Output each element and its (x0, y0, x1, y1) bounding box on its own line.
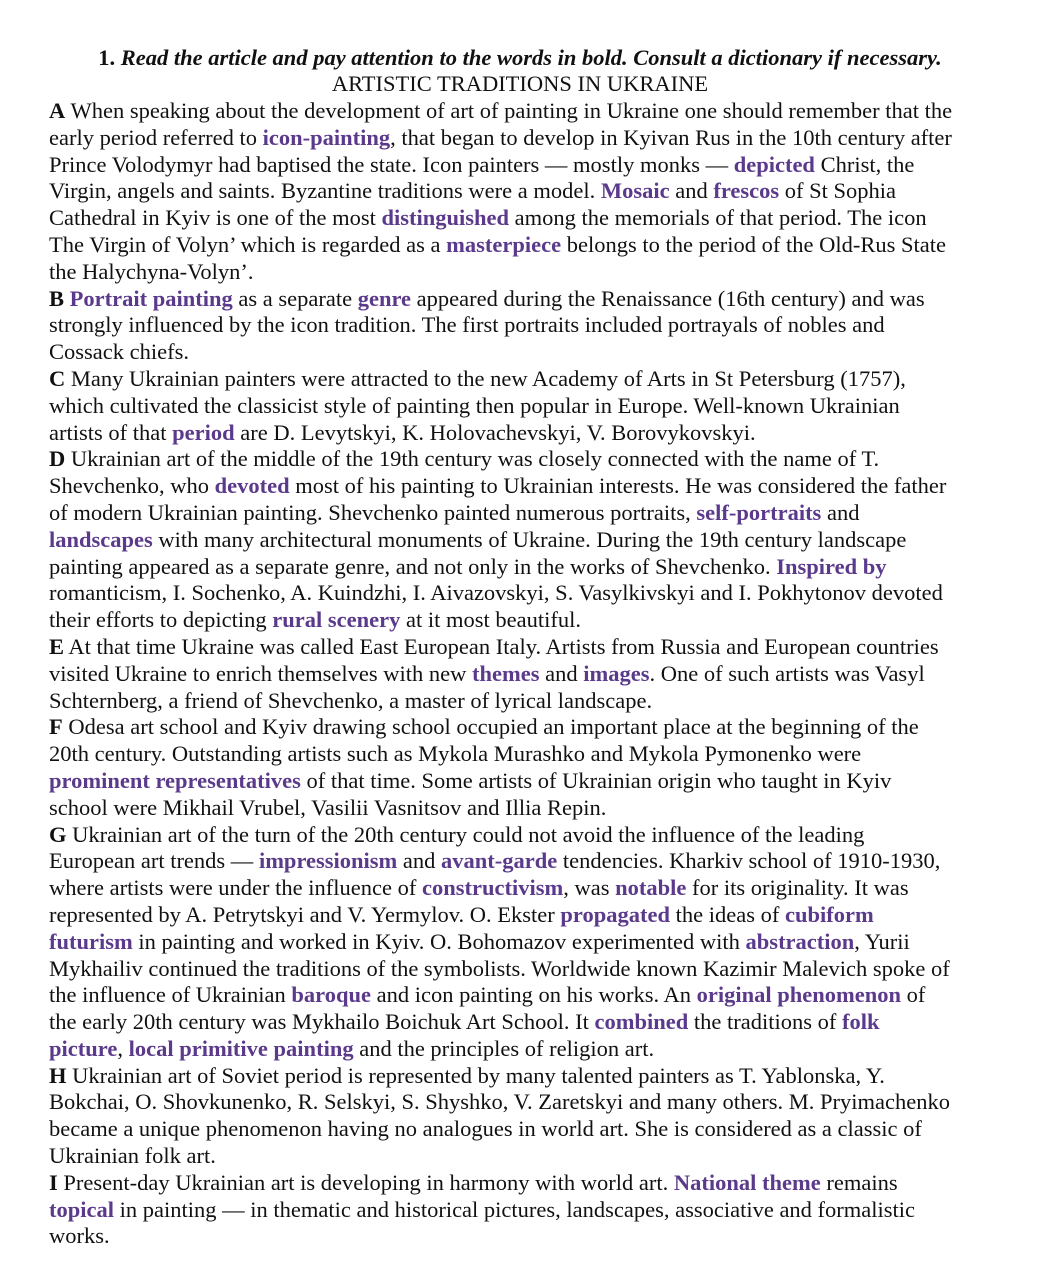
bold-keyword: constructivism (421, 875, 564, 901)
text-line (49, 1036, 1029, 1063)
bold-keyword: picture (49, 1035, 118, 1061)
text-segment: Prince Volodymyr had baptised the state. Icon painters — mostly monks — (49, 151, 734, 177)
text-segment: strongly influenced by the icon tradition. The first portraits included portrayals of nobles and (49, 312, 885, 338)
text-line (49, 286, 1029, 313)
text-line (49, 688, 1029, 715)
bold-keyword: masterpiece (446, 231, 562, 257)
text-segment: of modern Ukrainian painting. Shevchenko painted numerous portraits, (49, 499, 697, 525)
bold-keyword: impressionism (258, 848, 398, 874)
section-letter: A (49, 98, 66, 123)
text-segment: and (397, 848, 442, 874)
bold-keyword: baroque (291, 982, 372, 1008)
text-line (49, 768, 1029, 795)
text-segment: are D. Levytskyi, K. Holovachevskyi, V. Borovykovskyi. (234, 419, 756, 445)
text-segment: as a separate (232, 285, 358, 311)
text-segment: artists of that (49, 419, 173, 445)
text-line (49, 1170, 1029, 1197)
text-segment: of (901, 982, 926, 1008)
text-segment: Many Ukrainian painters were attracted to the new Academy of Arts in St Petersburg (1757), (65, 365, 906, 391)
text-segment: Bokchai, O. Shovkunenko, R. Selskyi, S. Shyshko, V. Zaretskyi and many others. M. Pryimachenko (49, 1089, 950, 1115)
text-line (49, 473, 1029, 500)
bold-keyword: rural scenery (272, 607, 401, 633)
text-segment: and (669, 178, 714, 204)
text-segment: school were Mikhail Vrubel, Vasilii Vasnitsov and Illia Repin. (49, 794, 607, 820)
bold-keyword: propagated (560, 901, 671, 927)
text-segment: most of his painting to Ukrainian interests. He was considered the father (289, 473, 947, 499)
text-segment: Christ, the (814, 151, 915, 177)
text-line (49, 312, 1029, 339)
text-line (49, 902, 1029, 929)
bold-keyword: icon-painting (262, 124, 391, 150)
text-segment: At that time Ukraine was called East European Italy. Artists from Russia and European countries (64, 633, 939, 659)
bold-keyword: folk (842, 1009, 880, 1035)
exercise-number: 1. (98, 45, 116, 70)
text-segment: visited Ukraine to enrich themselves with new (49, 660, 473, 686)
text-segment: appeared during the Renaissance (16th century) and was (411, 285, 925, 311)
text-line (49, 1116, 1029, 1143)
text-segment: painting appeared as a separate genre, and not only in the works of Shevchenko. (49, 553, 777, 579)
text-line (49, 125, 1029, 152)
bold-keyword: futurism (49, 928, 133, 954)
text-line (49, 232, 1029, 259)
bold-keyword: themes (472, 660, 540, 686)
bold-keyword: distinguished (381, 205, 510, 231)
text-segment: Present-day Ukrainian art is developing in harmony with world art. (57, 1169, 674, 1195)
bold-keyword: prominent representatives (49, 767, 301, 793)
text-segment: among the memorials of that period. The icon (509, 205, 927, 231)
bold-keyword: Mosaic (600, 178, 670, 204)
text-segment: Cossack chiefs. (49, 339, 189, 365)
bold-keyword: Inspired by (776, 553, 887, 579)
text-line (49, 1063, 1029, 1090)
text-segment: belongs to the period of the Old-Rus State (561, 231, 947, 257)
bold-keyword: abstraction (745, 928, 855, 954)
text-segment: Cathedral in Kyiv is one of the most (49, 205, 382, 231)
text-line (49, 152, 1029, 179)
bold-keyword: self-portraits (696, 499, 822, 525)
text-line (49, 205, 1029, 232)
text-line (49, 580, 1029, 607)
bold-keyword: landscapes (49, 526, 153, 552)
text-segment: remains (820, 1169, 898, 1195)
text-segment: at it most beautiful. (400, 607, 581, 633)
text-segment: Odesa art school and Kyiv drawing school occupied an important place at the beginning of the (62, 714, 919, 740)
text-line (49, 420, 1029, 447)
bold-keyword: topical (49, 1196, 114, 1222)
bold-keyword: depicted (733, 151, 815, 177)
text-segment: their efforts to depicting (49, 607, 273, 633)
text-segment: Schternberg, a friend of Shevchenko, a master of lyrical landscape. (49, 687, 653, 713)
text-segment: of St Sophia (779, 178, 897, 204)
bold-keyword: images (583, 660, 650, 686)
text-line (49, 795, 1029, 822)
text-segment: Ukrainian art of Soviet period is represented by many talented painters as T. Yablonska, Y. (66, 1062, 885, 1088)
bold-keyword: genre (357, 285, 412, 311)
text-line (49, 661, 1029, 688)
bold-keyword: notable (615, 875, 687, 901)
text-segment: became a unique phenomenon having no analogues in world art. She is considered as a classic of (49, 1116, 922, 1142)
text-line (49, 1197, 1029, 1224)
text-segment: The Virgin of Volyn’ which is regarded as a (49, 231, 447, 257)
text-segment: Ukrainian art of the turn of the 20th century could not avoid the influence of the leading (66, 821, 865, 847)
text-segment: 20th century. Outstanding artists such as Mykola Murashko and Mykola Pymonenko were (49, 741, 862, 767)
section-letter: F (49, 714, 63, 740)
text-segment: early period referred to (49, 124, 263, 150)
text-segment: and (539, 660, 584, 686)
bold-keyword: frescos (713, 178, 780, 204)
text-segment: When speaking about the development of art of painting in Ukraine one should remember that the (65, 98, 953, 123)
text-segment: , (117, 1035, 129, 1061)
text-line (49, 527, 1029, 554)
bold-keyword: avant-garde (441, 848, 558, 874)
text-line (49, 1143, 1029, 1170)
text-line (49, 741, 1029, 768)
text-segment: the influence of Ukrainian (49, 982, 292, 1008)
text-segment: , Yurii (854, 928, 910, 954)
exercise-instruction: Read the article and pay attention to the words in bold. Consult a dictionary if necessary. (120, 45, 942, 70)
text-segment: of that time. Some artists of Ukrainian origin who taught in Kyiv (300, 767, 892, 793)
text-segment: Ukrainian folk art. (49, 1143, 216, 1169)
text-line (49, 714, 1029, 741)
section-letter: B (49, 285, 65, 311)
text-line (49, 500, 1029, 527)
text-segment: represented by A. Petrytskyi and V. Yermylov. O. Ekster (49, 901, 561, 927)
text-line (49, 446, 1029, 473)
text-line (49, 1223, 1029, 1250)
text-line (49, 259, 1029, 286)
text-line (49, 339, 1029, 366)
text-segment: Virgin, angels and saints. Byzantine traditions were a model. (49, 178, 601, 204)
text-segment: and icon painting on his works. An (371, 982, 697, 1008)
text-line (49, 366, 1029, 393)
text-line (49, 98, 1029, 125)
text-segment: Mykhailiv continued the traditions of the symbolists. Worldwide known Kazimir Malevich spoke of (49, 955, 950, 981)
text-line (49, 848, 1029, 875)
bold-keyword: local primitive painting (128, 1035, 354, 1061)
text-segment: and the principles of religion art. (353, 1035, 655, 1061)
text-segment: romanticism, I. Sochenko, A. Kuindzhi, I. Aivazovskyi, S. Vasylkivskyi and I. Pokhytonov devoted (49, 580, 943, 606)
text-segment: which cultivated the classicist style of painting then popular in Europe. Well-known Ukrainian (49, 392, 900, 418)
text-segment: Shevchenko, who (49, 473, 215, 499)
exercise-heading (0, 45, 1040, 71)
text-line (49, 929, 1029, 956)
text-line (49, 607, 1029, 634)
bold-keyword: National theme (673, 1169, 821, 1195)
bold-keyword: combined (594, 1009, 689, 1035)
text-line (49, 875, 1029, 902)
text-segment: Ukrainian art of the middle of the 19th century was closely connected with the name of T. (65, 446, 880, 472)
bold-keyword: devoted (214, 473, 290, 499)
text-line (49, 1009, 1029, 1036)
section-letter: D (49, 446, 66, 472)
text-segment: European art trends — (49, 848, 259, 874)
text-segment: , that began to develop in Kyivan Rus in the 10th century after (390, 124, 952, 150)
section-letter: G (49, 821, 67, 847)
text-segment: tendencies. Kharkiv school of 1910-1930, (557, 848, 941, 874)
text-segment: the traditions of (688, 1009, 843, 1035)
text-segment: for its originality. It was (686, 875, 909, 901)
bold-keyword: Portrait painting (69, 285, 233, 311)
section-letter: H (49, 1062, 67, 1088)
text-line (49, 956, 1029, 983)
section-letter: C (49, 365, 66, 391)
bold-keyword: cubiform (785, 901, 874, 927)
text-segment: with many architectural monuments of Ukraine. During the 19th century landscape (152, 526, 907, 552)
text-line (49, 1089, 1029, 1116)
section-letter: I (49, 1169, 58, 1195)
text-segment: where artists were under the influence of (49, 875, 422, 901)
text-segment: the Halychyna-Volyn’. (49, 258, 254, 284)
text-line (49, 634, 1029, 661)
bold-keyword: original phenomenon (696, 982, 902, 1008)
text-segment: the early 20th century was Mykhailo Boichuk Art School. It (49, 1009, 595, 1035)
text-segment: in painting — in thematic and historical pictures, landscapes, associative and formalistic (114, 1196, 916, 1222)
text-line (49, 554, 1029, 581)
text-line (49, 178, 1029, 205)
article-title: ARTISTIC TRADITIONS IN UKRAINE (331, 71, 709, 96)
text-line (49, 822, 1029, 849)
text-segment: , was (563, 875, 616, 901)
text-segment: in painting and worked in Kyiv. O. Bohomazov experimented with (132, 928, 746, 954)
text-segment: and (821, 499, 860, 525)
section-letter: E (49, 633, 65, 659)
text-segment: works. (49, 1223, 110, 1249)
text-segment: . One of such artists was Vasyl (649, 660, 925, 686)
text-line (49, 393, 1029, 420)
article-body (49, 98, 1029, 1250)
text-segment: the ideas of (670, 901, 785, 927)
bold-keyword: period (172, 419, 235, 445)
text-line (49, 982, 1029, 1009)
